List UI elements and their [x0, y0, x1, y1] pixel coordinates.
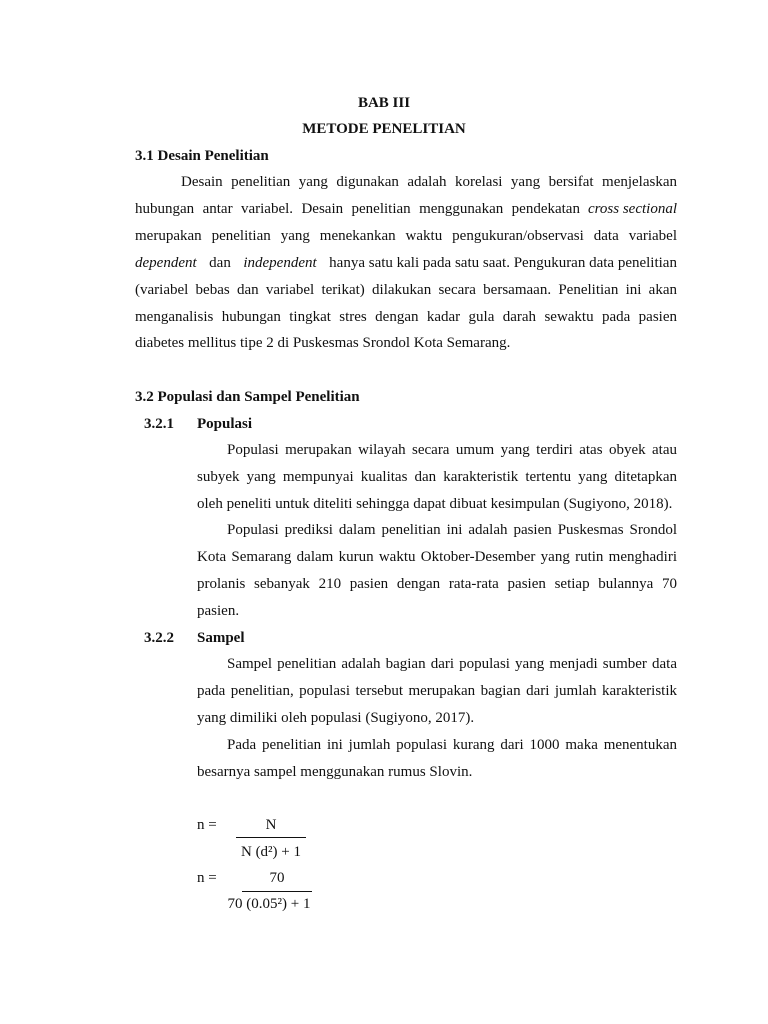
paragraph-line: menganalisis hubungan tingkat stres dengan kadar gula darah sewaktu pada pasien: [135, 309, 677, 325]
paragraph-line: Sampel penelitian adalah bagian dari populasi yang menjadi sumber data: [227, 656, 677, 672]
paragraph-line: pasien.: [197, 603, 240, 619]
paragraph-line: pada penelitian, populasi tersebut merupakan bagian dari jumlah karakteristik: [197, 683, 677, 699]
subsection-number: 3.2.2: [144, 630, 174, 646]
paragraph-line: Kota Semarang dalam kurun waktu Oktober-Desember yang rutin menghadiri: [197, 549, 677, 565]
formula-lhs: n =: [197, 817, 217, 833]
formula-lhs: n =: [197, 870, 217, 886]
paragraph-line: Desain penelitian yang digunakan adalah korelasi yang bersifat menjelaskan: [181, 174, 677, 190]
paragraph-line: Populasi merupakan wilayah secara umum yang terdiri atas obyek atau: [227, 442, 677, 458]
paragraph-line: merupakan penelitian yang menekankan waktu pengukuran/observasi data variabel: [135, 228, 677, 244]
paragraph-line: yang dimiliki oleh populasi (Sugiyono, 2017).: [197, 710, 475, 726]
paragraph-line: [135, 256, 677, 271]
text-span: hubungan antar variabel. Desain penelitian menggunakan pendekatan: [135, 201, 580, 217]
paragraph-line: Pada penelitian ini jumlah populasi kurang dari 1000 maka menentukan: [227, 737, 677, 753]
text-span: hanya satu kali pada satu saat. Pengukuran data penelitian: [329, 255, 677, 271]
paragraph-line: oleh peneliti untuk diteliti sehingga dapat dibuat kesimpulan (Sugiyono, 2018).: [197, 496, 673, 512]
section-3-1-heading: 3.1 Desain Penelitian: [135, 148, 269, 164]
formula-numerator: N: [265, 817, 277, 833]
paragraph-line: diabetes mellitus tipe 2 di Puskesmas Srondol Kota Semarang.: [135, 335, 511, 351]
italic-term: cross sectional: [587, 201, 677, 217]
subsection-title: Sampel: [197, 630, 245, 646]
chapter-title: METODE PENELITIAN: [302, 121, 466, 137]
subsection-number: 3.2.1: [144, 416, 174, 432]
italic-term: independent: [243, 255, 317, 271]
paragraph-line: [135, 202, 677, 217]
formula-denominator: 70 (0.05²) + 1: [227, 896, 311, 912]
italic-term: dependent: [135, 255, 197, 271]
subsection-title: Populasi: [197, 416, 253, 432]
text-span: dan: [209, 255, 231, 271]
paragraph-line: (variabel bebas dan variabel terikat) dilakukan secara bersamaan. Penelitian ini akan: [135, 282, 677, 298]
fraction-bar: [242, 891, 312, 892]
paragraph-line: prolanis sebanyak 210 pasien dengan rata-rata pasien setiap bulannya 70: [197, 576, 677, 592]
paragraph-line: subyek yang mempunyai kualitas dan karakteristik tertentu yang ditetapkan: [197, 469, 677, 485]
formula-numerator: 70: [269, 870, 285, 886]
chapter-label: BAB III: [357, 95, 411, 111]
paragraph-line: besarnya sampel menggunakan rumus Slovin.: [197, 764, 473, 780]
section-3-2-heading: 3.2 Populasi dan Sampel Penelitian: [135, 389, 360, 405]
formula-denominator: N (d²) + 1: [240, 844, 302, 860]
paragraph-line: Populasi prediksi dalam penelitian ini adalah pasien Puskesmas Srondol: [227, 522, 677, 538]
fraction-bar: [236, 837, 306, 838]
